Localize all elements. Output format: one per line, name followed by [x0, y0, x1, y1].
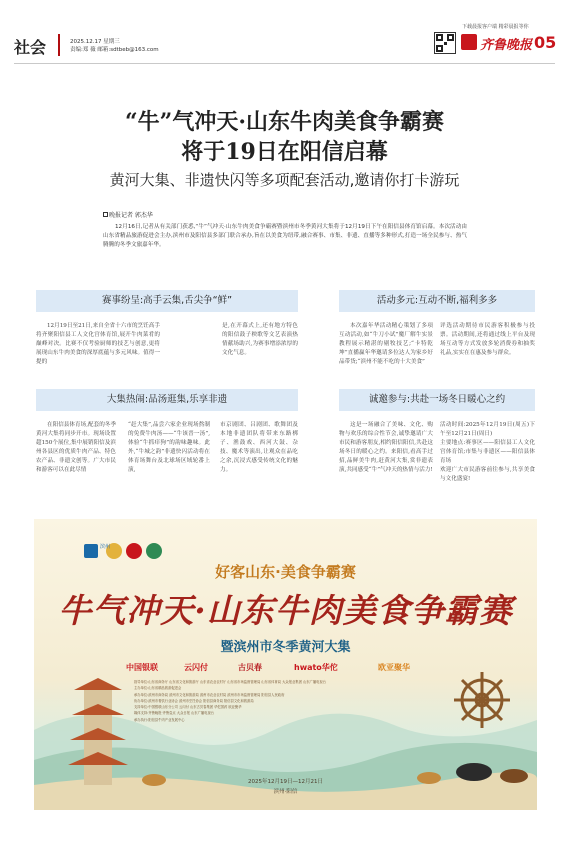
- poster-logos: [84, 541, 170, 563]
- page-number: 05: [534, 33, 557, 52]
- poster-organizers: [134, 679, 434, 723]
- article-column: 市京剧团、吕剧团、歌舞团及本地非遗团队将带来东路梆子、渔鼓戏、西河大鼓、杂技、魔术等演出,让观众在品吃之余,沉浸式感受传统文化的魅力。: [220, 422, 298, 473]
- section-banner-contest: [36, 290, 298, 312]
- poster-date: 2025年12月19日—12月21日: [248, 779, 323, 785]
- sponsor-logo: 古贝春: [238, 663, 262, 672]
- poster-event-name: 暨滨州市冬季黄河大集: [220, 640, 351, 655]
- ship-wheel-icon: [454, 672, 510, 728]
- header-editor: 责编:郑 薇 邮箱:sdtbeb@163.com: [70, 47, 159, 53]
- article-column: 12月19日至21日,来自全省十六市的烹饪高手将齐聚阳信县工人文化宫体育馆,展开牛肉菜肴的巅峰对决。比赛不仅考验厨师的技艺与创意,更将展现山东牛肉美食的深厚底蕴与多元风味。值得一提的: [36, 323, 160, 365]
- article-column: 本次嘉年华活动精心策划了多项互动活动,如“牛刀小试”魔厂解牛实景教程展示精湛的剔牧技艺;“卡特乾坤”直播赢年华邀请多位达人为家乡好品带货;“滨州不能不吃的十大美食”: [339, 323, 433, 365]
- organizer-line: 承办单位:滨州市商务局 滨州市文化和旅游局 滨州市农业农村局 滨州市市场监督管理局 阳信县人民政府: [134, 692, 285, 697]
- header-slogan: 下载晨报客户端 精彩晨报等你: [462, 24, 529, 30]
- section-banner-invitation: [339, 389, 535, 411]
- header-meta: [70, 38, 159, 54]
- organizer-line: 主办单位:山东省精品旅游促进会: [134, 686, 182, 691]
- page-header: [14, 24, 557, 64]
- section-heading: 活动多元:互动不断,福利多多: [376, 295, 498, 306]
- byline: [103, 210, 153, 219]
- sponsor-logo: 中国银联: [126, 663, 158, 672]
- section-banner-activities: [339, 290, 535, 312]
- article-column: “赶大集”,品尝六家企业现场熬制的免费牛肉汤——“牛该晋一汤”,体验“牛抓痒狗”的韵味趣味。此外,“牛城之韵”非遗快闪活动将在体育场舞台及北球场区域轮番上演,: [128, 422, 210, 473]
- byline-marker-icon: [103, 212, 108, 217]
- sponsor-logo: hwato华佗: [294, 663, 338, 672]
- sponsor-logo: 欧亚聚华: [378, 663, 410, 672]
- header-divider: [58, 34, 60, 56]
- section-name: 社会: [14, 38, 47, 57]
- organizer-line: 支持单位:中国银联山东分公司 云闪付 山东古贝春集团 华佗国药 欧亚聚华: [134, 705, 242, 710]
- header-date: 2025.12.17 星期三: [70, 39, 120, 45]
- organizer-line: 协办单位:滨州市餐饮行业协会 滨州市烹饪协会 阳信县商务局 阳信县文化和旅游局: [134, 698, 254, 703]
- newspaper-logo-icon: [461, 34, 477, 50]
- sponsor-logo: 云闪付: [184, 663, 208, 672]
- poster-tagline: 好客山东·美食争霸赛: [215, 563, 356, 581]
- organizer-line: 承办执行:阳信县牛肉产业发展中心: [134, 717, 185, 722]
- section-heading: 大集热闹:品汤逛集,乐享非遗: [106, 394, 228, 405]
- organizer-line: 指导单位:山东省商务厅 山东省文化和旅游厅 山东省农业农村厅 山东省市场监督管理局 山东省体育局 大众报业集团 山东广播电视台: [134, 680, 327, 684]
- poster-logo-text: 滨州: [100, 544, 111, 550]
- intro-paragraph: 12月16日,记者从有关部门获悉,“牛”气冲天·山东牛肉美食争霸赛暨滨州市冬季黄河大集将于12月19日下午在阳信县体育馆启幕。本次活动由山东省精品旅游促进会主办,滨州市及阳信县多部门联合承办,旨在以美食为纽带,融合赛事、市集、非遗、直播等多种形式,打造一场全民参与、热气腾腾的冬季文旅嘉年华。: [103, 224, 467, 249]
- organizer-line: 媒体支持:齐鲁晚报·齐鲁壹点 大众日报 山东广播电视台: [134, 711, 215, 716]
- qr-code-icon[interactable]: [434, 32, 456, 54]
- article-column: 在阳信县体育场,配套的冬季黄河大集将同步开市。现场设置超150个展位,集中展销阳信及滨州各县区的优质牛肉产品、特色农产品、非遗文创等。广大市民和游客可以在此尽情: [36, 422, 116, 473]
- event-details: 活动时间:2025年12月19日(周五)下午至12月21日(周日) 主要地点:赛事区——阳信县工人文化宫体育馆;市集与非遗区——阳信县体育场 欢迎广大市民游客前往参与,共享美食与文化盛宴!: [440, 422, 535, 482]
- section-banner-market: [36, 389, 298, 411]
- headline-subtitle: 黄河大集、非遗快闪等多项配套活动,邀请你打卡游玩: [109, 171, 460, 189]
- event-poster: [34, 519, 537, 810]
- article-column: 评选活动期待市民游客积极参与投票。活动期间,还将通过线上平台及现场互动等方式发放多轮消费券和抽奖礼品,实实在在惠及参与群众。: [440, 323, 535, 356]
- byline-text: 晚报记者 郭杰华: [109, 212, 153, 219]
- section-heading: 赛事纷呈:高手云集,舌尖争“鲜”: [101, 295, 233, 306]
- newspaper-name: 齐鲁晚报: [480, 38, 533, 53]
- article-column: 是,在开幕式上,还有地方特色的阳信鼓子秧歌等文艺表演热情献场助兴,为赛事增添浓厚的文化气息。: [222, 323, 298, 356]
- poster-main-title: 牛气冲天·山东牛肉美食争霸赛: [58, 591, 513, 630]
- headline-line-2: 将于19日在阳信启幕: [181, 139, 388, 165]
- headline-line-1: “牛”气冲天·山东牛肉美食争霸赛: [125, 109, 444, 135]
- poster-location: 滨州·阳信: [273, 789, 298, 795]
- sponsor-logos: [126, 659, 456, 677]
- article-column: 这是一场融合了美味、文化、购物与欢乐的综合性节会,诚挚邀请广大市民和游客朋友,相约阳信阳信,共赴这场冬日的暖心之约。来阳信,看高手过招,品鲜美牛肉,赶黄河大集,赏非遗表演,共同感受“牛”气冲天的热情与活力!: [339, 422, 433, 473]
- section-heading: 诚邀参与:共赴一场冬日暖心之约: [368, 394, 506, 405]
